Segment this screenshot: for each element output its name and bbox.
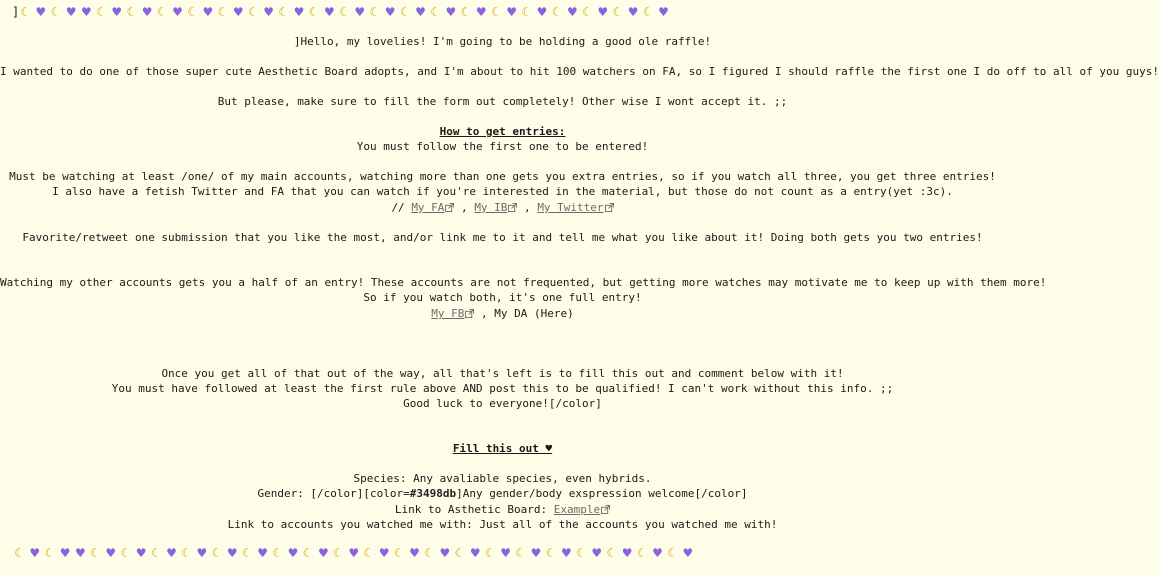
purple-heart-icon: ♥: [627, 5, 639, 19]
purple-heart-icon: ♥: [105, 546, 117, 560]
crescent-moon-icon: ☾: [302, 546, 314, 560]
crescent-moon-icon: ☾: [612, 5, 624, 19]
purple-heart-icon: ♥: [506, 5, 517, 19]
crescent-moon-icon: ☾: [515, 546, 527, 560]
crescent-moon-icon: ☾: [339, 5, 350, 19]
emoji-border-top: [12, 4, 1002, 20]
closing-line1: Once you get all of that out of the way, all that's left is to fill this out and comment below with it!: [161, 367, 844, 380]
purple-heart-icon: ♥: [35, 5, 47, 19]
watch-rule-line2: I also have a fetish Twitter and FA that you can watch if you're interested in the material, but those do not count as a entry(yet :3c).: [52, 185, 953, 198]
form-warning-text: But please, make sure to fill the form out completely! Other wise I wont accept it. ;;: [217, 95, 788, 108]
crescent-moon-icon: ☾: [242, 546, 253, 560]
crescent-moon-icon: ☾: [50, 5, 62, 19]
purple-heart-icon: ♥: [378, 546, 390, 560]
purple-heart-icon: ♥: [257, 546, 268, 560]
link-my-fb[interactable]: My FB: [431, 307, 474, 320]
purple-heart-icon: ♥: [135, 546, 147, 560]
main-links-row: // My FA , My IB , My Twitter: [0, 200, 1005, 215]
purple-heart-icon: ♥: [293, 5, 305, 19]
purple-heart-icon: ♥: [439, 546, 451, 560]
form-board-row: Link to Asthetic Board: Example: [0, 502, 1005, 517]
crescent-moon-icon: ☾: [333, 546, 344, 560]
crescent-moon-icon: ☾: [272, 546, 284, 560]
crescent-moon-icon: ☾: [90, 546, 101, 560]
form-species: Species: Any avaliable species, even hybrids.: [353, 472, 652, 485]
purple-heart-icon: ♥: [317, 546, 329, 560]
crescent-moon-icon: ☾: [636, 546, 648, 560]
crescent-moon-icon: ☾: [606, 546, 618, 560]
crescent-moon-icon: ☾: [126, 5, 138, 19]
links-prefix: //: [391, 201, 412, 214]
first-rule-text: You must follow the first one to be entered!: [356, 140, 649, 153]
crescent-moon-icon: ☾: [14, 546, 25, 560]
crescent-moon-icon: ☾: [96, 5, 107, 19]
link-my-ib[interactable]: My IB: [474, 201, 517, 214]
crescent-moon-icon: ☾: [485, 546, 496, 560]
purple-heart-icon: ♥: [560, 546, 572, 560]
purple-heart-icon: ♥: [232, 5, 244, 19]
crescent-moon-icon: ☾: [211, 546, 223, 560]
form-heading: Fill this out ♥: [452, 442, 553, 455]
emoji-border-bottom: [12, 545, 1002, 561]
purple-heart-icon: ♥: [384, 5, 396, 19]
purple-heart-icon: ♥: [591, 546, 603, 560]
entries-heading: How to get entries:: [439, 125, 566, 138]
form-gender: Gender: [/color][color=#3498db]Any gender/body exspression welcome[/color]: [257, 487, 748, 500]
closing-line3: Good luck to everyone![/color]: [403, 397, 602, 410]
external-link-icon: [601, 505, 610, 514]
da-text: , My DA (Here): [474, 307, 574, 320]
purple-heart-icon: ♥: [621, 546, 633, 560]
purple-heart-icon: ♥: [597, 5, 609, 19]
other-accounts-line2: So if you watch both, it's one full entry!: [363, 291, 642, 304]
purple-heart-icon: ♥: [74, 546, 86, 560]
crescent-moon-icon: ☾: [582, 5, 593, 19]
greeting-text: ]Hello, my lovelies! I'm going to be holding a good ole raffle!: [293, 35, 712, 48]
closing-line2: You must have followed at least the first rule above AND post this to be qualified! I can't work without this info. ;;: [111, 382, 894, 395]
purple-heart-icon: ♥: [409, 546, 420, 560]
purple-heart-icon: ♥: [65, 5, 77, 19]
crescent-moon-icon: ☾: [551, 5, 563, 19]
crescent-moon-icon: ☾: [120, 546, 132, 560]
purple-heart-icon: ♥: [682, 546, 694, 560]
purple-heart-icon: ♥: [263, 5, 274, 19]
purple-heart-icon: ♥: [196, 546, 208, 560]
crescent-moon-icon: ☾: [460, 5, 472, 19]
crescent-moon-icon: ☾: [430, 5, 442, 19]
purple-heart-icon: ♥: [500, 546, 511, 560]
purple-heart-icon: ♥: [172, 5, 183, 19]
crescent-moon-icon: ☾: [363, 546, 375, 560]
purple-heart-icon: ♥: [141, 5, 153, 19]
crescent-moon-icon: ☾: [576, 546, 587, 560]
crescent-moon-icon: ☾: [399, 5, 411, 19]
purple-heart-icon: ♥: [29, 546, 41, 560]
purple-heart-icon: ♥: [80, 5, 92, 19]
crescent-moon-icon: ☾: [217, 5, 229, 19]
crescent-moon-icon: ☾: [424, 546, 436, 560]
purple-heart-icon: ♥: [354, 5, 366, 19]
crescent-moon-icon: ☾: [248, 5, 259, 19]
crescent-moon-icon: ☾: [278, 5, 290, 19]
crescent-moon-icon: ☾: [521, 5, 533, 19]
purple-heart-icon: ♥: [287, 546, 299, 560]
purple-heart-icon: ♥: [111, 5, 123, 19]
purple-heart-icon: ♥: [348, 546, 360, 560]
watch-rule-line1: Must be watching at least /one/ of my main accounts, watching more than one gets you extra entries, so if you watch all three, you get three entries!: [9, 170, 996, 183]
purple-heart-icon: ♥: [445, 5, 457, 19]
purple-heart-icon: ♥: [652, 546, 663, 560]
link-my-twitter[interactable]: My Twitter: [537, 201, 613, 214]
crescent-moon-icon: ☾: [667, 546, 679, 560]
reason-text: I wanted to do one of those super cute Aesthetic Board adopts, and I'm about to hit 100 watchers on FA, so I figured I should raffle the first one I do off to all of you guys!: [0, 65, 1159, 78]
purple-heart-icon: ♥: [530, 546, 542, 560]
crescent-moon-icon: ☾: [545, 546, 557, 560]
purple-heart-icon: ♥: [566, 5, 578, 19]
crescent-moon-icon: ☾: [20, 5, 31, 19]
gender-hex-text: #3498db: [409, 487, 457, 500]
purple-heart-icon: ♥: [469, 546, 481, 560]
purple-heart-icon: ♥: [475, 5, 487, 19]
crescent-moon-icon: ☾: [491, 5, 502, 19]
other-links-row: [0, 306, 1005, 321]
crescent-moon-icon: ☾: [369, 5, 381, 19]
purple-heart-icon: ♥: [658, 5, 669, 19]
purple-heart-icon: ♥: [415, 5, 426, 19]
purple-heart-icon: ♥: [323, 5, 335, 19]
crescent-moon-icon: ☾: [393, 546, 405, 560]
link-example[interactable]: Example: [554, 503, 610, 516]
purple-heart-icon: ♥: [202, 5, 214, 19]
purple-heart-icon: ♥: [166, 546, 177, 560]
form-accounts: Link to accounts you watched me with: Just all of the accounts you watched me with!: [227, 518, 778, 531]
crescent-moon-icon: ☾: [642, 5, 654, 19]
crescent-moon-icon: ☾: [187, 5, 199, 19]
crescent-moon-icon: ☾: [156, 5, 168, 19]
purple-heart-icon: ♥: [59, 546, 71, 560]
link-my-fa[interactable]: My FA: [411, 201, 454, 214]
other-accounts-line1: Watching my other accounts gets you a half of an entry! These accounts are not frequented, but getting more watches may motivate me to keep up with them more!: [0, 276, 1047, 289]
external-link-icon: [605, 203, 614, 212]
purple-heart-icon: ♥: [226, 546, 238, 560]
crescent-moon-icon: ☾: [454, 546, 466, 560]
crescent-moon-icon: ☾: [150, 546, 162, 560]
crescent-moon-icon: ☾: [308, 5, 320, 19]
bracket-text: ]: [12, 5, 20, 19]
favorite-rule-text: Favorite/retweet one submission that you like the most, and/or link me to it and tell me what you like about it! Doing both gets you two entries!: [22, 231, 983, 244]
purple-heart-icon: ♥: [536, 5, 548, 19]
crescent-moon-icon: ☾: [44, 546, 56, 560]
crescent-moon-icon: ☾: [181, 546, 193, 560]
